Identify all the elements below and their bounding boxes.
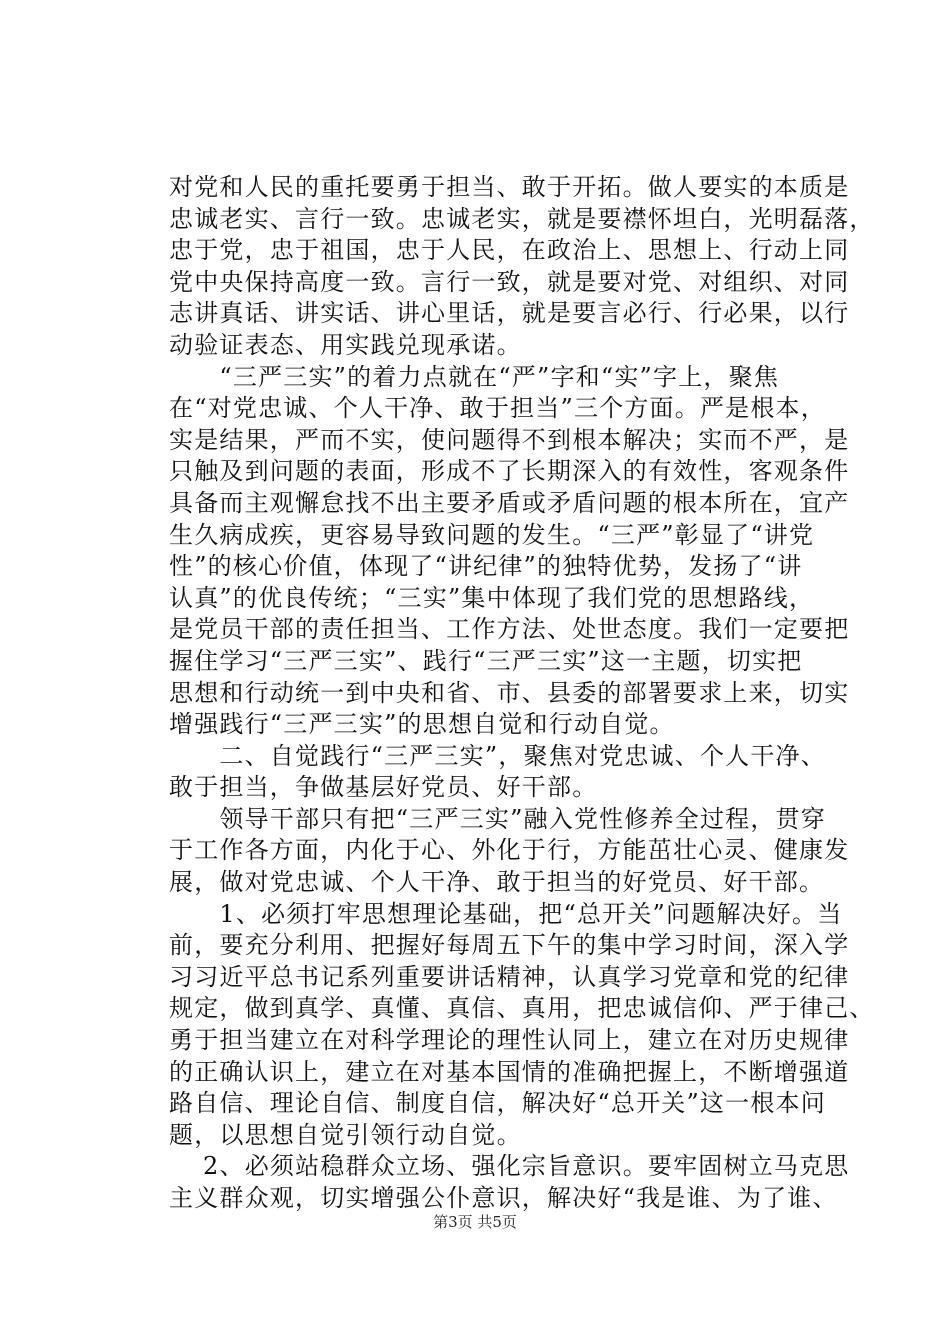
text-line: 性”的核心价值，体现了“讲纪律”的独特优势，发扬了“讲	[169, 552, 803, 581]
page-number: 第3页 共5页	[433, 1213, 517, 1231]
text-line: 2、必须站稳群众立场、强化宗旨意识。要牢固树立马克思	[169, 1152, 850, 1181]
text-line: 是党员干部的责任担当、工作方法、处世态度。我们一定要把	[169, 615, 850, 644]
text-line: 增强践行“三严三实”的思想自觉和行动自觉。	[169, 710, 675, 739]
text-line: 动验证表态、用实践兑现承诺。	[169, 330, 522, 359]
text-line: 主义群众观，切实增强公仆意识，解决好“我是谁、为了谁、	[169, 1184, 838, 1212]
text-line: 握住学习“三严三实”、践行“三严三实”这一主题，切实把	[169, 646, 803, 675]
text-line: 习习近平总书记系列重要讲话精神，认真学习党章和党的纪律	[169, 962, 850, 991]
text-line: 生久病成疾，更容易导致问题的发生。“三严”彰显了“讲党	[169, 520, 815, 549]
page-footer	[0, 1212, 950, 1232]
text-line: 二、自觉践行“三严三实”，聚焦对党忠诚、个人干净、	[169, 741, 826, 770]
text-line: 忠诚老实、言行一致。忠诚老实，就是要襟怀坦白，光明磊落，	[169, 204, 875, 233]
text-line: 领导干部只有把“三严三实”融入党性修养全过程，贯穿	[169, 804, 826, 833]
text-line: 在“对党忠诚、个人干净、敢于担当”三个方面。严是根本，	[169, 394, 826, 423]
text-line: 路自信、理论自信、制度自信，解决好“总开关”这一根本问	[169, 1089, 826, 1118]
text-line: 实是结果，严而不实，使问题得不到根本解决；实而不严，是	[169, 425, 850, 454]
text-line: 敢于担当，争做基层好党员、好干部。	[169, 773, 598, 802]
text-line: 规定，做到真学、真懂、真信、真用，把忠诚信仰、严于律己、	[169, 994, 875, 1023]
body-text	[169, 172, 875, 1215]
text-line: 于工作各方面，内化于心、外化于行，方能茁壮心灵、健康发	[169, 836, 850, 865]
text-line: 对党和人民的重托要勇于担当、敢于开拓。做人要实的本质是	[169, 173, 850, 201]
text-line: “三严三实”的着力点就在“严”字和“实”字上，聚焦	[169, 362, 780, 391]
text-line: 前，要充分利用、把握好每周五下午的集中学习时间，深入学	[169, 931, 850, 960]
text-line: 党中央保持高度一致。言行一致，就是要对党、对组织、对同	[169, 267, 850, 296]
text-line: 勇于担当建立在对科学理论的理性认同上，建立在对历史规律	[169, 1026, 850, 1055]
text-line: 思想和行动统一到中央和省、市、县委的部署要求上来，切实	[169, 678, 850, 707]
text-line: 只触及到问题的表面，形成不了长期深入的有效性，客观条件	[169, 457, 850, 486]
text-line: 具备而主观懈怠找不出主要矛盾或矛盾问题的根本所在，宜产	[169, 488, 850, 517]
text-line: 展，做对党忠诚、个人干净、敢于担当的好党员、好干部。	[169, 868, 825, 897]
text-line: 认真”的优良传统；“三实”集中体现了我们党的思想路线，	[169, 583, 815, 612]
text-line: 忠于党，忠于祖国，忠于人民，在政治上、思想上、行动上同	[169, 236, 850, 265]
text-line: 的正确认识上，建立在对基本国情的准确把握上，不断增强道	[169, 1057, 850, 1086]
text-line: 1、必须打牢思想理论基础，把“总开关”问题解决好。当	[169, 899, 843, 928]
text-line: 志讲真话、讲实话、讲心里话，就是要言必行、行必果，以行	[169, 299, 850, 328]
text-line: 题，以思想自觉引领行动自觉。	[169, 1120, 522, 1149]
